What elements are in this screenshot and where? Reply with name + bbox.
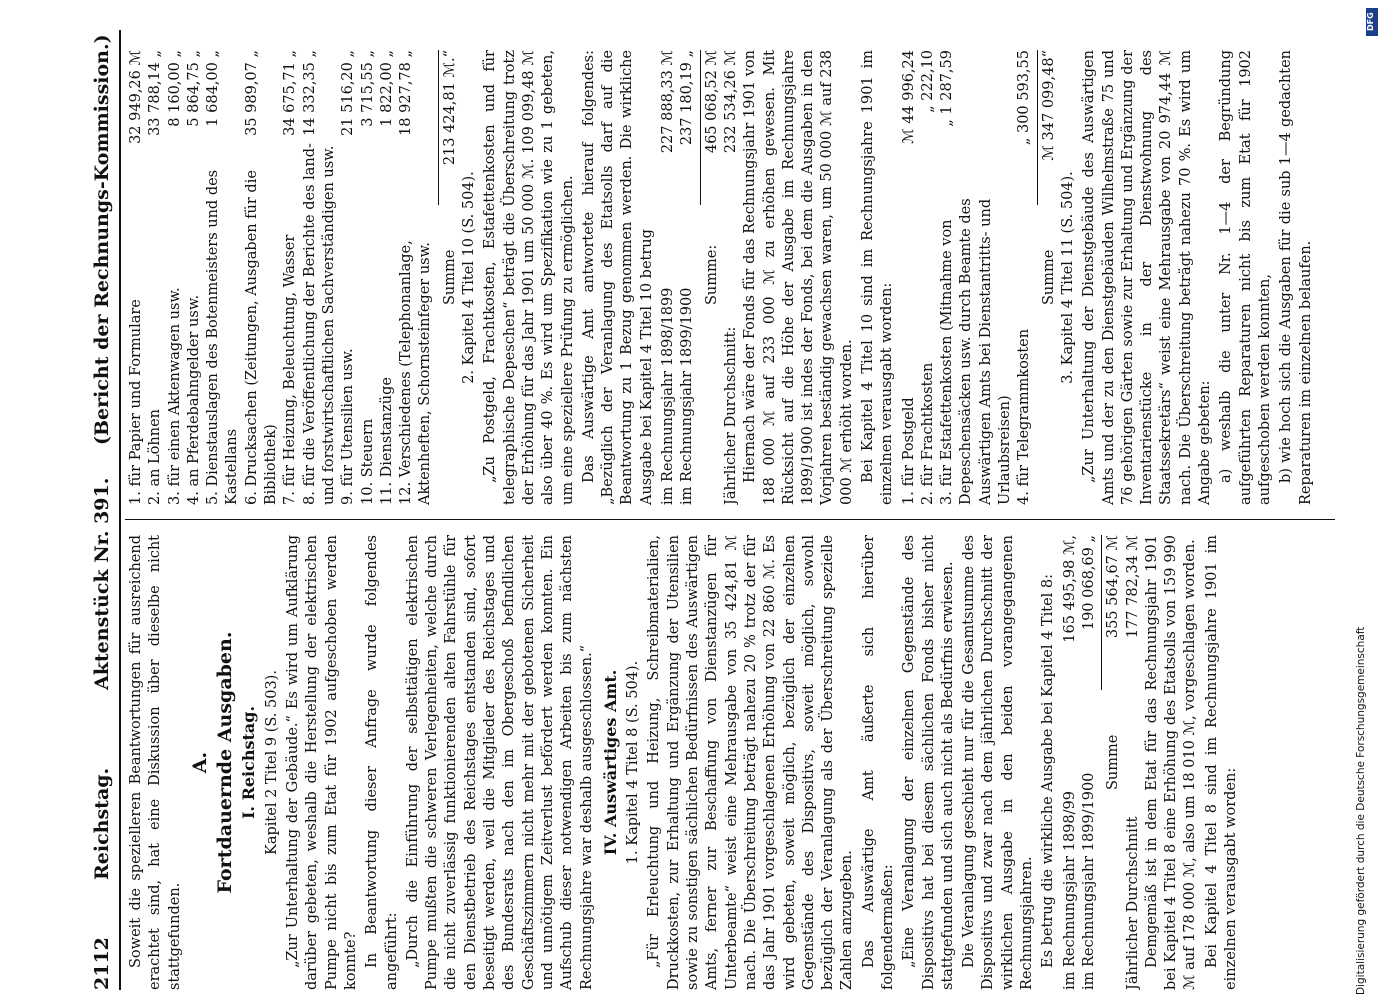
paragraph: Das Auswärtige Amt antwortete hierauf folgendes: „Bezüglich der Veranlagung des Etatsolls darf auf die Beantwortung zu 1 Bezug genommen werden. Die wirkliche Ausgabe bei Kapitel 4 Titel 10 betrug (580, 50, 655, 505)
rotated-page (85, 30, 1345, 990)
expense-label: 11. Dienstanzüge (378, 377, 395, 505)
expense-list (127, 50, 436, 505)
expense-amount: 34 675,71 „ (282, 50, 299, 136)
paragraph: In Beantwortung dieser Anfrage wurde folgendes angeführt: (364, 535, 400, 990)
amount-row: im Rechnungsjahr 1899/1900 190 068,69 „ (1080, 535, 1097, 990)
sum-row: Summe: 465 068,52 ℳ (703, 50, 720, 305)
paragraph: „Zu Postgeld, Frachtkosten, Estafettenkosten und für telegraphische Depeschen“ beträgt die Überschreitung trotz der Erhöhung für das Jahr 1901 um 50 000 ℳ. 109 099,48 ℳ also über 40 %. Es wird um Spezifikation wie zu 1 gebeten, um eine speziellere Prüfung zu ermöglichen. (482, 50, 576, 505)
paragraph: „Für Erleuchtung und Heizung, Schreibmaterialien, Druckkosten, zur Erhaltung und Ergänzung der Utensilien sowie zu sonstigen sächlichen Bedürfnissen des Auswärtigen Amts, ferner zur Beschaffung von Dienstanzügen für Unterbeamte“ weist eine Mehrausgabe von 35 424,81 ℳ nach. Die Überschreitung beträgt nahezu 20 % trotz der für das Jahr 1901 vorgeschlagenen Erhöhung von 22 860 ℳ. Es wird gebeten, soweit möglich, bezüglich der einzelnen Gegenstände des Dispositivs, soweit möglich, sowohl bezüglich der Veranlagung als der Überschreitung spezielle Zahlen anzugeben. (646, 535, 856, 990)
header-doc: Aktenstück Nr. 391. (91, 477, 113, 690)
paragraph: Hiernach wäre der Fonds für das Rechnungsjahr 1901 von 188 000 ℳ auf 233 000 ℳ zu erhöhen gewesen. Mit Rücksicht auf die Höhe der Ausgabe im Rechnungsjahre 1899/1900 ist indes der Fonds, bei dem die Ausgaben in den Vorjahren beständig gewachsen waren, um 50 000 ℳ auf 238 000 ℳ erhöht worden. (742, 50, 855, 505)
expense-amount: 32 949,26 ℳ (128, 50, 144, 144)
paragraph: a) weshalb die unter Nr. 1—4 der Begründung aufgeführten Reparaturen nicht bis zum Etat für 1902 aufgeschoben werden konnten, (1218, 50, 1273, 505)
expense-item (166, 50, 185, 505)
paragraph: Das Auswärtige Amt äußerte sich hierüber folgendermaßen: (860, 535, 896, 990)
sum-row: Summe ℳ 347 099,48“ (1040, 50, 1057, 305)
expense-item (378, 50, 397, 505)
expense-item (938, 50, 1015, 505)
expense-list (900, 50, 1035, 505)
expense-label: 7. für Heizung, Beleuchtung, Wasser (282, 234, 299, 505)
expense-item (301, 50, 340, 505)
paragraph: „Eine Veranlagung der einzelnen Gegenstände des Dispositivs hat bei diesem sächlichen Fonds bisher nicht stattgefunden und sich auch nicht als Bedürfnis erwiesen. (901, 535, 956, 990)
expense-amount: 33 788,14 „ (147, 50, 164, 136)
paragraph: b) wie hoch sich die Ausgaben für die sub 1—4 gedachten Reparaturen im einzelnen belaufen. (1278, 50, 1314, 505)
expense-item (359, 50, 378, 505)
average-row: Jährlicher Durchschnitt 177 782,34 ℳ (1124, 535, 1141, 990)
average-row: Jährlicher Durchschnitt: 232 534,26 ℳ (722, 50, 739, 505)
expense-amount: ℳ 44 996,24 (900, 50, 917, 144)
paragraph: Soweit die spezielleren Beantwortungen für ausreichend erachtet sind, hat eine Diskussion über dieselbe nicht stattgefunden. (128, 535, 183, 990)
expense-amount: 21 516,20 „ (340, 50, 357, 136)
expense-label: 4. für Telegrammkosten (1016, 328, 1033, 505)
expense-item (127, 50, 146, 505)
chapter-ref: 1. Kapitel 4 Titel 8 (S. 504). (625, 660, 642, 865)
expense-label: 12. Verschiedenes (Telephonanlage, Aktenheften, Schornsteinfeger usw. (398, 240, 434, 505)
expense-label: 6. Drucksachen (Zeitungen, Ausgaben für die Bibliothek) (243, 170, 280, 505)
paragraph: „Durch die Einführung der selbsttätigen elektrischen Pumpe mußten die schweren Verlegenheiten, welche durch die nicht zuverlässig funktionierenden alten Fahrstühle für den Dienstbetrieb des Reichstages entstanden sind, sofort beseitigt werden, weil die Mitglieder des Reichstages und des Bundesrats nach den im Obergeschoß befindlichen Geschäftszimmern nicht mehr mit der gebotenen Sicherheit und unnötigem Zeitverlust befördert werden konnten. Ein Aufschub dieser notwendigen Arbeiten bis zum nächsten Rechnungsjahre war deshalb ausgeschlossen.“ (404, 535, 595, 990)
expense-item (204, 50, 243, 505)
expense-label: 2. für Frachtkosten (919, 362, 936, 505)
left-column (127, 535, 1243, 990)
expense-amount: 1 684,00 „ (205, 50, 222, 127)
chapter-ref: 2. Kapitel 4 Titel 10 (S. 504). (461, 171, 478, 384)
expense-amount: 8 160,00 „ (166, 50, 183, 127)
sum-row: Summe 213 424,81 ℳ.“ (441, 50, 458, 305)
sum-rule (1101, 535, 1102, 690)
sum-rule (1037, 50, 1038, 205)
right-column (127, 50, 1318, 505)
subsection-title: I. Reichstag. (239, 705, 259, 820)
dfg-logo: DFG (1366, 8, 1378, 36)
expense-item (339, 50, 358, 505)
sum-rule (700, 50, 701, 205)
subsection-title: IV. Auswärtiges Amt. (600, 669, 620, 856)
expense-amount: „ 300 593,55 (1016, 50, 1033, 146)
page-number: 2112 (91, 937, 113, 990)
section-title: Fortdauernde Ausgaben. (214, 631, 237, 894)
sum-rule (438, 50, 439, 205)
expense-item (146, 50, 165, 505)
paragraph: „Zur Unterhaltung der Gebäude.“ Es wird um Aufklärung darüber gebeten, weshalb die Herstellung der elektrischen Pumpe nicht bis zum Etat für 1902 aufgeschoben werden konnte? (285, 535, 359, 990)
sum-row: Summe 355 564,67 ℳ (1105, 535, 1122, 790)
expense-label: 3. für einen Aktenwagen usw. (166, 287, 183, 505)
expense-amount: 1 822,00 „ (378, 50, 395, 127)
expense-item (397, 50, 436, 505)
paragraph: Demgemäß ist in dem Etat für das Rechnungsjahr 1901 bei Kapitel 4 Titel 8 eine Erhöhung des Etatsolls von 159 990 ℳ auf 178 000 ℳ, also um 18 010 ℳ, vorgeschlagen worden. (1143, 535, 1199, 990)
amount-row: im Rechnungsjahr 1898/99 165 495,98 ℳ, (1061, 535, 1078, 990)
section-letter: A. (188, 751, 211, 774)
paragraph: „Zur Unterhaltung der Dienstgebäude des Auswärtigen Amts und der zu den Dienstgebäuden Wilhelmstraße 75 und 76 gehörigen Gärten sowie zur Erhaltung und Ergänzung der Inventarienstücke in der Dienstwohnung des Staatssekretärs“ weist eine Mehrausgabe von 20 974,44 ℳ nach. Die Überschreitung beträgt nahezu 70 %. Es wird um Angabe gebeten: (1081, 50, 1214, 505)
column-divider (125, 519, 1335, 520)
paragraph: Bei Kapitel 4 Titel 10 sind im Rechnungsjahre 1901 im einzelnen verausgabt worden: (859, 50, 896, 505)
expense-label: 10. Steuern (359, 418, 376, 505)
expense-amount: 14 332,35 „ (301, 50, 318, 136)
expense-label: 3. für Estafettenkosten (Mitnahme von Depeschensäcken usw. durch Beamte des Auswärtigen Amts bei Dienstantritts- und Urlaubsreisen) (939, 198, 1014, 505)
expense-amount: 18 927,78 „ (398, 50, 415, 136)
amount-row: im Rechnungsjahr 1899/1900 237 180,19 „ (679, 50, 696, 505)
expense-item (281, 50, 300, 505)
expense-label: 2. an Löhnen (147, 409, 164, 505)
expense-amount: „ 222,10 (919, 50, 936, 113)
chapter-ref: 3. Kapitel 4 Titel 11 (S. 504). (1059, 171, 1076, 384)
expense-amount: „ 1 287,59 (939, 50, 956, 127)
page-header (85, 30, 121, 990)
digitization-credit (1355, 5, 1377, 995)
expense-item (1015, 50, 1034, 505)
paragraph: Es betrug die wirkliche Ausgabe bei Kapitel 4 Titel 8: (1040, 573, 1057, 968)
expense-label: 1. für Postgeld (900, 397, 917, 505)
credit-text: Digitalisierung gefördert durch die Deutsche Forschungsgemeinschaft (1355, 626, 1367, 995)
expense-item (243, 50, 282, 505)
expense-item (900, 50, 919, 505)
header-left: Reichstag. (91, 767, 113, 880)
expense-amount: 5 864,75 „ (185, 50, 202, 127)
expense-label: 8. für die Veröffentlichung der Berichte des land- und forstwirtschaftlichen Sachverständigen usw. (301, 143, 337, 505)
amount-row: im Rechnungsjahr 1898/1899 227 888,33 ℳ (660, 50, 677, 505)
paragraph: Die Veranlagung geschieht nur für die Gesamtsumme des Dispositivs und zwar nach dem jährlichen Durchschnitt der wirklichen Ausgabe in den beiden vorangegangenen Rechnungsjahren. (961, 535, 1036, 990)
expense-label: 9. für Utensilien usw. (340, 348, 357, 505)
expense-label: 1. für Papier und Formulare (128, 299, 144, 505)
expense-amount: 3 715,55 „ (359, 50, 376, 127)
expense-label: 4. an Pferdebahngelder usw. (185, 294, 202, 505)
expense-label: 5. Dienstauslagen des Botenmeisters und des Kastellans (205, 169, 241, 505)
paragraph: Bei Kapitel 4 Titel 8 sind im Rechnungsjahre 1901 im einzelnen verausgabt worden: (1203, 535, 1240, 990)
expense-item (919, 50, 938, 505)
expense-amount: 35 989,07 „ (243, 50, 260, 136)
chapter-ref: Kapitel 2 Titel 9 (S. 503). (263, 670, 280, 855)
expense-item (185, 50, 204, 505)
header-right: (Bericht der Rechnungs-Kommission.) (91, 34, 113, 445)
